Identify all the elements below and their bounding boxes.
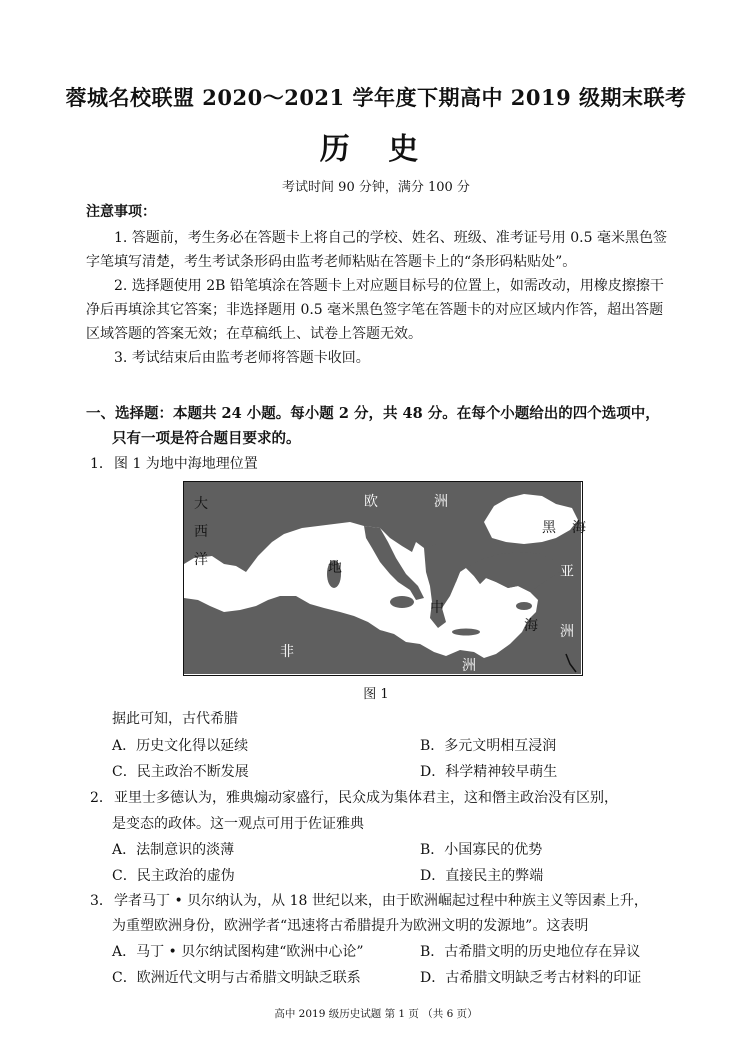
question-text: 亚里士多德认为，雅典煽动家盛行，民众成为集体君主，这和僭主政治没有区别， xyxy=(114,790,618,806)
map-label-europe-2: 洲 xyxy=(434,494,448,510)
q3-option-d[interactable]: D．古希腊文明缺乏考古材料的印证 xyxy=(420,970,642,986)
q3-option-b[interactable]: B．古希腊文明的历史地位存在异议 xyxy=(420,944,641,960)
q2-option-d[interactable]: D．直接民主的弊端 xyxy=(420,868,544,884)
map-svg xyxy=(184,482,586,674)
question-2-stem-line2: 是变态的政体。这一观点可用于佐证雅典 xyxy=(112,816,364,832)
question-text: 学者马丁 • 贝尔纳认为，从 18 世纪以来，由于欧洲崛起过程中种族主义等因素上升， xyxy=(114,893,648,909)
map-island-sicily xyxy=(390,596,414,608)
figure-caption: 图 1 xyxy=(363,687,389,702)
question-1-lead: 据此可知，古代希腊 xyxy=(112,711,238,727)
question-number: 1． xyxy=(90,456,113,472)
map-island-cyprus xyxy=(516,602,532,610)
mediterranean-map xyxy=(183,481,586,676)
q2-option-a[interactable]: A．法制意识的淡薄 xyxy=(112,842,235,858)
map-label-med-2: 中 xyxy=(430,600,444,616)
section-heading-line2: 只有一项是符合题目要求的。 xyxy=(112,430,301,447)
q1-option-d[interactable]: D．科学精神较早萌生 xyxy=(420,764,558,780)
q3-option-c[interactable]: C．欧洲近代文明与古希腊文明缺乏联系 xyxy=(112,970,361,986)
exam-info: 考试时间 90 分钟，满分 100 分 xyxy=(282,180,470,195)
map-island-crete xyxy=(452,629,480,636)
map-label-asia-2: 洲 xyxy=(560,624,574,640)
question-2-stem xyxy=(90,786,680,811)
question-number: 3． xyxy=(90,893,113,909)
map-label-atlantic-2: 西 xyxy=(194,524,208,540)
subject-title: 历 史 xyxy=(319,132,433,167)
exam-title: 蓉城名校联盟 2020～2021 学年度下期高中 2019 级期末联考 xyxy=(65,85,687,110)
map-label-asia-1: 亚 xyxy=(560,564,574,580)
notice-item-1: 1. 答题前，考生务必在答题卡上将自己的学校、姓名、班级、准考证号用 0.5 毫米黑色签字笔填写清楚，考生考试条形码由监考老师粘贴在答题卡上的“条形码粘贴处”。 xyxy=(86,230,667,270)
notice-heading: 注意事项： xyxy=(86,204,156,220)
page-footer: 高中 2019 级历史试题 第 1 页 （共 6 页） xyxy=(274,1008,478,1020)
question-text: 图 1 为地中海地理位置 xyxy=(114,456,258,472)
q1-option-a[interactable]: A．历史文化得以延续 xyxy=(112,738,249,754)
q2-option-b[interactable]: B．小国寡民的优势 xyxy=(420,842,543,858)
map-label-atlantic-3: 洋 xyxy=(194,552,208,568)
section-heading-line1: 一、选择题：本题共 24 小题。每小题 2 分，共 48 分。在每个小题给出的四个选项中， xyxy=(86,405,660,422)
question-3-stem-line2: 为重塑欧洲身份，欧洲学者“迅速将古希腊提升为欧洲文明的发源地”。这表明 xyxy=(112,918,589,934)
notice-item-2: 2. 选择题使用 2B 铅笔填涂在答题卡上对应题目标号的位置上，如需改动，用橡皮擦擦干净后再填涂其它答案；非选择题用 0.5 毫米黑色签字笔在答题卡的对应区域内作答，超出答题区域答题的答案无效；在草稿纸上、试卷上答题无效。 xyxy=(86,278,664,342)
map-label-med-1: 地 xyxy=(328,560,342,576)
map-label-black-sea-1: 黑 xyxy=(542,520,556,536)
q3-option-a[interactable]: A．马丁 • 贝尔纳试图构建“欧洲中心论” xyxy=(112,944,364,960)
map-label-atlantic-1: 大 xyxy=(194,496,208,512)
q1-option-b[interactable]: B．多元文明相互浸润 xyxy=(420,738,557,754)
question-number: 2． xyxy=(90,790,113,806)
map-label-africa-1: 非 xyxy=(280,644,294,660)
notice-item-3: 3. 考试结束后由监考老师将答题卡收回。 xyxy=(114,350,370,366)
map-label-africa-2: 洲 xyxy=(462,658,476,674)
question-1-stem xyxy=(90,452,680,477)
q1-option-c[interactable]: C．民主政治不断发展 xyxy=(112,764,249,780)
map-label-black-sea-2: 海 xyxy=(572,520,586,536)
map-label-med-3: 海 xyxy=(524,618,538,634)
map-label-europe-1: 欧 xyxy=(364,494,378,510)
q2-option-c[interactable]: C．民主政治的虚伪 xyxy=(112,868,235,884)
question-3-stem xyxy=(90,889,680,914)
